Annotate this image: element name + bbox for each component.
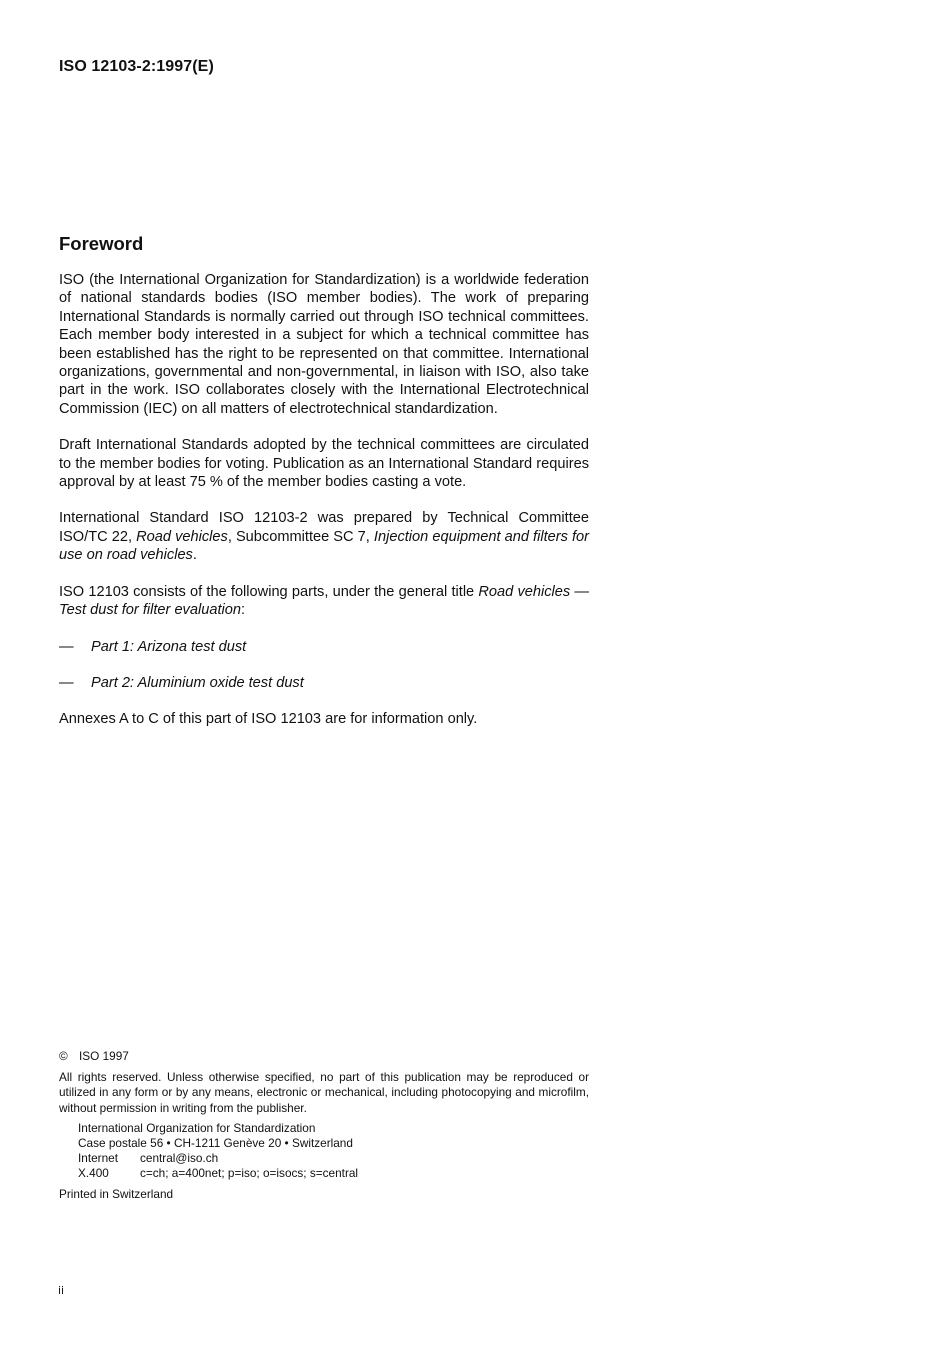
printed-location: Printed in Switzerland [59, 1186, 174, 1201]
list-dash: — [59, 638, 74, 655]
copyright-text: ISO 1997 [79, 1049, 129, 1063]
p3-text-c: , Subcommittee SC 7, [227, 528, 374, 545]
internet-row [78, 1151, 589, 1166]
publisher-address [59, 1121, 589, 1182]
list-dash: — [59, 674, 74, 691]
foreword-section [59, 231, 589, 747]
rights-statement: All rights reserved. Unless otherwise specified, no part of this publication may be reproduced or utilized in any form or by any means, electronic or mechanical, including photocopying and microfilm, without permission in writing from the publisher. [59, 1070, 589, 1115]
foreword-paragraph-2: Draft International Standards adopted by the technical committees are circulated to the member bodies for voting. Publication as an International Standard requires approval by at least 75 % of the member bodies casting a vote. [59, 437, 589, 491]
p3-committee-title: Road vehicles [136, 528, 228, 545]
p3-text-e: . [192, 547, 197, 564]
foreword-paragraph-4 [59, 583, 589, 620]
p4-general-title: Road vehicles — Test dust for filter evaluation [59, 583, 589, 619]
page-number: ii [58, 1284, 65, 1297]
foreword-paragraph-3 [59, 509, 589, 564]
x400-value: c=ch; a=400net; p=iso; o=isocs; s=central [140, 1166, 359, 1181]
copyright-line [59, 1049, 589, 1064]
foreword-paragraph-1: ISO (the International Organization for Standardization) is a worldwide federation of national standards bodies (ISO member bodies). The work of preparing International Standards is normally carried out through ISO technical committees. Each member body interested in a subject for which a technical committee has been established has the right to be represented on that committee. International organizations, governmental and non-governmental, in liaison with ISO, also take part in the work. ISO collaborates closely with the International Electrotechnical Commission (IEC) on all matters of electrotechnical standardization. [59, 272, 589, 417]
foreword-paragraph-5: Annexes A to C of this part of ISO 12103 are for information only. [59, 711, 478, 728]
x400-label: X.400 [78, 1166, 109, 1181]
p3-subcommittee-title: Injection equipment and filters for use on road vehicles [59, 528, 590, 564]
internet-value: central@iso.ch [140, 1151, 219, 1166]
section-title: Foreword [59, 233, 144, 254]
p4-text-c: : [240, 602, 246, 619]
list-item-text: Part 1: Arizona test dust [91, 638, 247, 655]
org-name: International Organization for Standardization [78, 1120, 316, 1135]
document-id-header: ISO 12103-2:1997(E) [59, 58, 214, 75]
internet-label: Internet [78, 1151, 119, 1166]
copyright-footer [59, 1049, 589, 1202]
list-item [59, 674, 589, 692]
p4-text-a: ISO 12103 consists of the following parts, under the general title [59, 583, 479, 600]
list-item [59, 638, 589, 656]
postal-address: Case postale 56 • CH-1211 Genève 20 • Switzerland [78, 1136, 353, 1151]
x400-row [78, 1166, 589, 1181]
list-item-text: Part 2: Aluminium oxide test dust [91, 674, 304, 691]
copyright-symbol: © [59, 1049, 68, 1063]
p3-text-a: International Standard ISO 12103-2 was prepared by Technical Committee ISO/TC 22, [59, 510, 589, 545]
